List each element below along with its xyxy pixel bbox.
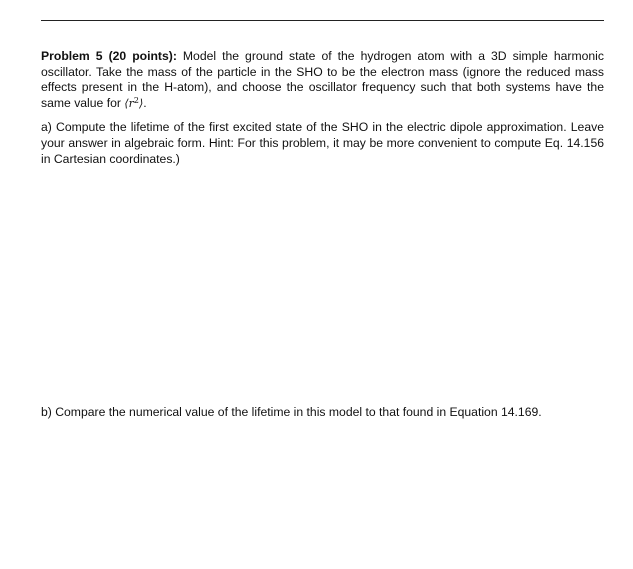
header-rule [41, 20, 604, 21]
math-exponent: 2 [133, 95, 139, 105]
part-a-text: a) Compute the lifetime of the first excited state of the SHO in the electric dipole approximation. Leave your answer in algebraic form. Hint: For this problem, it may be more convenient to compute Eq. 14.156 in Cartesian coordinates.) [41, 120, 604, 166]
problem-statement [41, 49, 604, 111]
problem-heading: Problem 5 (20 points): [41, 49, 177, 63]
expectation-r-squared [124, 97, 143, 110]
math-close: ⟩ [138, 96, 144, 110]
problem-block [41, 49, 604, 167]
math-open: ⟨r [124, 96, 134, 110]
part-b-text: b) Compare the numerical value of the lifetime in this model to that found in Equation 14.169. [41, 405, 542, 419]
part-b-block [41, 405, 604, 421]
problem-intro-end: . [143, 95, 147, 110]
problem-intro: Model the ground state of the hydrogen atom with a 3D simple harmonic oscillator. Take the mass of the particle in the SHO to be the electron mass (ignore the reduced mass effects present in the H-atom), and choose the oscillator frequency such that both systems have the same value for [41, 49, 604, 110]
